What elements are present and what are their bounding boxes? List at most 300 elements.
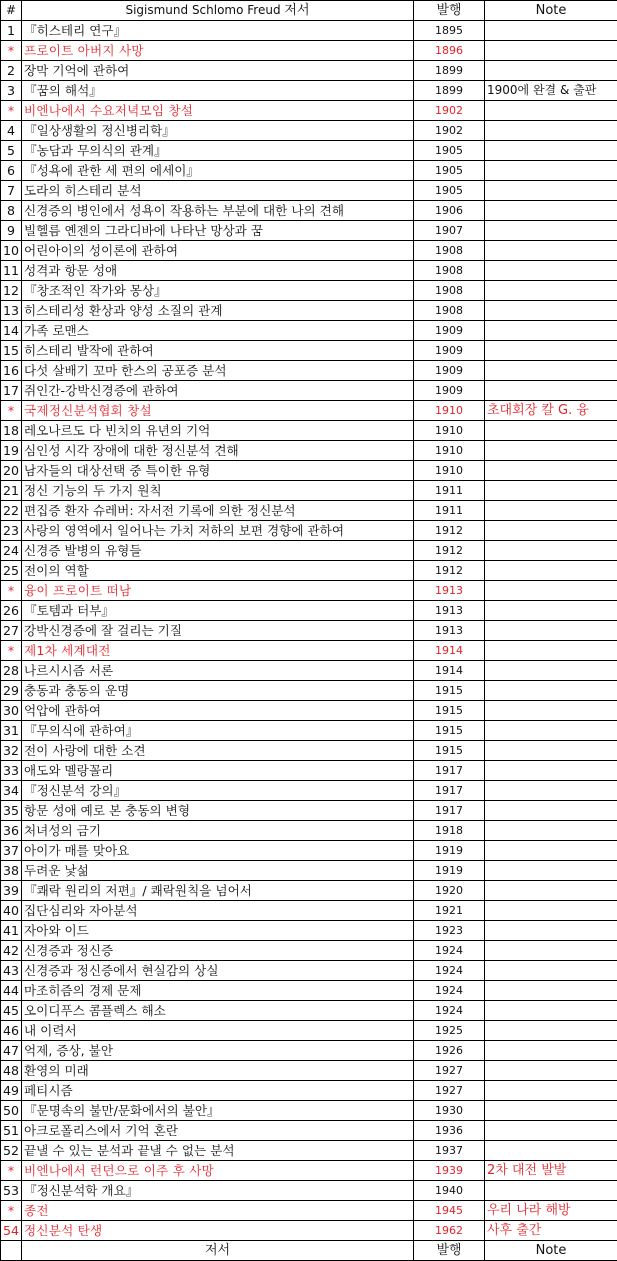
row-num: 28 bbox=[1, 661, 22, 681]
header-row bbox=[1, 1, 617, 21]
row-num: 46 bbox=[1, 1021, 22, 1041]
row-num: 20 bbox=[1, 461, 22, 481]
row-note bbox=[485, 301, 617, 321]
row-year: 1908 bbox=[414, 261, 485, 281]
table-row bbox=[1, 741, 617, 761]
table-row bbox=[1, 481, 617, 501]
row-num: 22 bbox=[1, 501, 22, 521]
table-row bbox=[1, 821, 617, 841]
row-note bbox=[485, 941, 617, 961]
row-num: 40 bbox=[1, 901, 22, 921]
row-title: 아이가 매를 맞아요 bbox=[22, 841, 414, 861]
row-note bbox=[485, 901, 617, 921]
row-year: 1905 bbox=[414, 181, 485, 201]
table-row bbox=[1, 141, 617, 161]
header-title bbox=[22, 1, 414, 21]
row-note bbox=[485, 1101, 617, 1121]
row-title: 충동과 충동의 운명 bbox=[22, 681, 414, 701]
row-year: 1917 bbox=[414, 761, 485, 781]
row-title: 도라의 히스테리 분석 bbox=[22, 181, 414, 201]
table-row bbox=[1, 1181, 617, 1201]
table-row bbox=[1, 1081, 617, 1101]
table-row bbox=[1, 381, 617, 401]
row-title: 『토템과 터부』 bbox=[22, 601, 414, 621]
row-note bbox=[485, 341, 617, 361]
row-title: 어린아이의 성이론에 관하여 bbox=[22, 241, 414, 261]
row-num: 18 bbox=[1, 421, 22, 441]
table-row bbox=[1, 761, 617, 781]
row-year: 1924 bbox=[414, 941, 485, 961]
row-title: 억제, 증상, 불안 bbox=[22, 1041, 414, 1061]
row-note: 2차 대전 발발 bbox=[485, 1161, 617, 1181]
table-row bbox=[1, 401, 617, 421]
row-num: 37 bbox=[1, 841, 22, 861]
row-year: 1907 bbox=[414, 221, 485, 241]
row-note bbox=[485, 1061, 617, 1081]
row-num: 10 bbox=[1, 241, 22, 261]
row-note bbox=[485, 961, 617, 981]
row-year: 1940 bbox=[414, 1181, 485, 1201]
header-note: Note bbox=[485, 1, 617, 21]
row-title: 신경증의 병인에서 성욕이 작용하는 부분에 대한 나의 견해 bbox=[22, 201, 414, 221]
row-note bbox=[485, 321, 617, 341]
row-note bbox=[485, 981, 617, 1001]
row-year: 1909 bbox=[414, 361, 485, 381]
row-note bbox=[485, 61, 617, 81]
row-note bbox=[485, 881, 617, 901]
table-row bbox=[1, 801, 617, 821]
row-note bbox=[485, 721, 617, 741]
row-year: 1919 bbox=[414, 841, 485, 861]
row-year: 1926 bbox=[414, 1041, 485, 1061]
row-title: 마조히즘의 경제 문제 bbox=[22, 981, 414, 1001]
row-year: 1927 bbox=[414, 1081, 485, 1101]
table-row bbox=[1, 201, 617, 221]
row-num: 11 bbox=[1, 261, 22, 281]
row-title: 비엔나에서 수요저녁모임 창설 bbox=[22, 101, 414, 121]
table-row bbox=[1, 1001, 617, 1021]
row-title: 환영의 미래 bbox=[22, 1061, 414, 1081]
row-num: 6 bbox=[1, 161, 22, 181]
row-num: 25 bbox=[1, 561, 22, 581]
table-row bbox=[1, 1121, 617, 1141]
table-row bbox=[1, 321, 617, 341]
row-note bbox=[485, 501, 617, 521]
table-row bbox=[1, 61, 617, 81]
row-title: 심인성 시각 장애에 대한 정신분석 견해 bbox=[22, 441, 414, 461]
row-title: 『정신분석학 개요』 bbox=[22, 1181, 414, 1201]
row-year: 1910 bbox=[414, 461, 485, 481]
row-num: 23 bbox=[1, 521, 22, 541]
row-year: 1924 bbox=[414, 981, 485, 1001]
row-num: 19 bbox=[1, 441, 22, 461]
row-note bbox=[485, 141, 617, 161]
row-title: 억압에 관하여 bbox=[22, 701, 414, 721]
row-year: 1908 bbox=[414, 301, 485, 321]
table-row bbox=[1, 541, 617, 561]
row-year: 1915 bbox=[414, 701, 485, 721]
row-title: 정신분석 탄생 bbox=[22, 1221, 414, 1241]
row-title: 종전 bbox=[22, 1201, 414, 1221]
table-row bbox=[1, 41, 617, 61]
row-title: 빌헬름 옌젠의 그라디바에 나타난 망상과 꿈 bbox=[22, 221, 414, 241]
row-year: 1899 bbox=[414, 61, 485, 81]
row-year: 1921 bbox=[414, 901, 485, 921]
row-note bbox=[485, 181, 617, 201]
row-year: 1895 bbox=[414, 21, 485, 41]
row-note bbox=[485, 21, 617, 41]
row-title: 『꿈의 해석』 bbox=[22, 81, 414, 101]
table-row bbox=[1, 1041, 617, 1061]
row-year: 1937 bbox=[414, 1141, 485, 1161]
table-row bbox=[1, 841, 617, 861]
table-row bbox=[1, 221, 617, 241]
row-note bbox=[485, 921, 617, 941]
row-note bbox=[485, 1121, 617, 1141]
row-note: 사후 출간 bbox=[485, 1221, 617, 1241]
table-row bbox=[1, 581, 617, 601]
row-title: 아크로폴리스에서 기억 혼란 bbox=[22, 1121, 414, 1141]
row-note bbox=[485, 861, 617, 881]
row-title: 신경증 발병의 유형들 bbox=[22, 541, 414, 561]
row-num: 44 bbox=[1, 981, 22, 1001]
row-year: 1910 bbox=[414, 441, 485, 461]
row-year: 1913 bbox=[414, 581, 485, 601]
row-note: 우리 나라 해방 bbox=[485, 1201, 617, 1221]
row-year: 1915 bbox=[414, 721, 485, 741]
row-num: 51 bbox=[1, 1121, 22, 1141]
row-year: 1918 bbox=[414, 821, 485, 841]
row-note bbox=[485, 681, 617, 701]
row-year: 1923 bbox=[414, 921, 485, 941]
row-title: 오이디푸스 콤플렉스 해소 bbox=[22, 1001, 414, 1021]
row-title: 비엔나에서 런던으로 이주 후 사망 bbox=[22, 1161, 414, 1181]
row-year: 1915 bbox=[414, 741, 485, 761]
row-note bbox=[485, 441, 617, 461]
row-year: 1912 bbox=[414, 541, 485, 561]
row-title: 가족 로맨스 bbox=[22, 321, 414, 341]
row-title: 히스테리 발작에 관하여 bbox=[22, 341, 414, 361]
table-row bbox=[1, 501, 617, 521]
row-year: 1911 bbox=[414, 481, 485, 501]
row-note bbox=[485, 661, 617, 681]
row-year: 1914 bbox=[414, 641, 485, 661]
row-year: 1910 bbox=[414, 421, 485, 441]
row-title: 끝낼 수 있는 분석과 끝낼 수 없는 분석 bbox=[22, 1141, 414, 1161]
table-row bbox=[1, 81, 617, 101]
row-year: 1930 bbox=[414, 1101, 485, 1121]
row-num: 41 bbox=[1, 921, 22, 941]
table-row bbox=[1, 881, 617, 901]
row-title: 전이의 역할 bbox=[22, 561, 414, 581]
row-num: 21 bbox=[1, 481, 22, 501]
table-row bbox=[1, 461, 617, 481]
table-row bbox=[1, 721, 617, 741]
table-row bbox=[1, 701, 617, 721]
row-title: 자아와 이드 bbox=[22, 921, 414, 941]
row-note: 초대회장 칼 G. 융 bbox=[485, 401, 617, 421]
table-row bbox=[1, 661, 617, 681]
row-num: 2 bbox=[1, 61, 22, 81]
row-year: 1914 bbox=[414, 661, 485, 681]
row-title: 『일상생활의 정신병리학』 bbox=[22, 121, 414, 141]
row-year: 1913 bbox=[414, 601, 485, 621]
row-num: 8 bbox=[1, 201, 22, 221]
row-title: 『농담과 무의식의 관계』 bbox=[22, 141, 414, 161]
row-title: 히스테리성 환상과 양성 소질의 관계 bbox=[22, 301, 414, 321]
table-row bbox=[1, 941, 617, 961]
table-row bbox=[1, 1221, 617, 1241]
row-year: 1912 bbox=[414, 521, 485, 541]
table-row bbox=[1, 1021, 617, 1041]
table-row bbox=[1, 1101, 617, 1121]
row-note bbox=[485, 41, 617, 61]
row-num: 35 bbox=[1, 801, 22, 821]
footer-num bbox=[1, 1241, 22, 1261]
row-year: 1909 bbox=[414, 341, 485, 361]
table-row bbox=[1, 241, 617, 261]
row-num: 3 bbox=[1, 81, 22, 101]
row-title: 『성욕에 관한 세 편의 에세이』 bbox=[22, 161, 414, 181]
row-num: 4 bbox=[1, 121, 22, 141]
row-note bbox=[485, 481, 617, 501]
footer-row bbox=[1, 1241, 617, 1261]
row-title: 국제정신분석협회 창설 bbox=[22, 401, 414, 421]
row-num: 30 bbox=[1, 701, 22, 721]
row-note bbox=[485, 1181, 617, 1201]
row-year: 1902 bbox=[414, 121, 485, 141]
row-note bbox=[485, 641, 617, 661]
row-note bbox=[485, 621, 617, 641]
row-num: 53 bbox=[1, 1181, 22, 1201]
row-year: 1924 bbox=[414, 1001, 485, 1021]
row-note bbox=[485, 161, 617, 181]
row-title: 처녀성의 금기 bbox=[22, 821, 414, 841]
row-note bbox=[485, 101, 617, 121]
table-row bbox=[1, 521, 617, 541]
row-year: 1896 bbox=[414, 41, 485, 61]
row-title: 페티시즘 bbox=[22, 1081, 414, 1101]
table-row bbox=[1, 621, 617, 641]
row-title: 성격과 항문 성애 bbox=[22, 261, 414, 281]
table-row bbox=[1, 301, 617, 321]
row-num: * bbox=[1, 101, 22, 121]
row-num: 50 bbox=[1, 1101, 22, 1121]
row-year: 1939 bbox=[414, 1161, 485, 1181]
row-num: * bbox=[1, 581, 22, 601]
row-num: 47 bbox=[1, 1041, 22, 1061]
table-row bbox=[1, 961, 617, 981]
row-year: 1920 bbox=[414, 881, 485, 901]
row-year: 1927 bbox=[414, 1061, 485, 1081]
table-row bbox=[1, 1161, 617, 1181]
row-note bbox=[485, 741, 617, 761]
row-num: 42 bbox=[1, 941, 22, 961]
footer-title: 저서 bbox=[22, 1241, 414, 1261]
row-year: 1909 bbox=[414, 321, 485, 341]
row-note bbox=[485, 761, 617, 781]
row-num: 49 bbox=[1, 1081, 22, 1101]
row-title: 두려운 낯섦 bbox=[22, 861, 414, 881]
row-year: 1917 bbox=[414, 781, 485, 801]
row-num: * bbox=[1, 1161, 22, 1181]
row-num: * bbox=[1, 401, 22, 421]
row-note bbox=[485, 1021, 617, 1041]
row-year: 1919 bbox=[414, 861, 485, 881]
row-title: 『창조적인 작가와 몽상』 bbox=[22, 281, 414, 301]
row-year: 1905 bbox=[414, 161, 485, 181]
table-row bbox=[1, 981, 617, 1001]
row-year: 1915 bbox=[414, 681, 485, 701]
row-title: 편집증 환자 슈레버: 자서전 기록에 의한 정신분석 bbox=[22, 501, 414, 521]
table-row bbox=[1, 121, 617, 141]
header-title-ko: 저서 bbox=[284, 3, 309, 18]
table-row bbox=[1, 361, 617, 381]
row-note bbox=[485, 581, 617, 601]
row-year: 1911 bbox=[414, 501, 485, 521]
row-note bbox=[485, 781, 617, 801]
row-num: 27 bbox=[1, 621, 22, 641]
row-num: 52 bbox=[1, 1141, 22, 1161]
row-num: 33 bbox=[1, 761, 22, 781]
row-note bbox=[485, 241, 617, 261]
table-row bbox=[1, 1201, 617, 1221]
row-note bbox=[485, 461, 617, 481]
row-num: 15 bbox=[1, 341, 22, 361]
table-row bbox=[1, 281, 617, 301]
row-note bbox=[485, 261, 617, 281]
row-note bbox=[485, 821, 617, 841]
row-num: 17 bbox=[1, 381, 22, 401]
table-row bbox=[1, 561, 617, 581]
table-row bbox=[1, 1141, 617, 1161]
row-year: 1899 bbox=[414, 81, 485, 101]
row-year: 1905 bbox=[414, 141, 485, 161]
row-note bbox=[485, 841, 617, 861]
row-title: 『무의식에 관하여』 bbox=[22, 721, 414, 741]
row-num: 34 bbox=[1, 781, 22, 801]
footer-year: 발행 bbox=[414, 1241, 485, 1261]
header-num: # bbox=[1, 1, 22, 21]
table-row bbox=[1, 641, 617, 661]
row-note bbox=[485, 1001, 617, 1021]
row-title: 레오나르도 다 빈치의 유년의 기억 bbox=[22, 421, 414, 441]
row-title: 나르시시즘 서론 bbox=[22, 661, 414, 681]
row-year: 1913 bbox=[414, 621, 485, 641]
table-body bbox=[1, 21, 617, 1241]
row-year: 1908 bbox=[414, 241, 485, 261]
row-title: 강박신경증에 잘 걸리는 기질 bbox=[22, 621, 414, 641]
row-title: 내 이력서 bbox=[22, 1021, 414, 1041]
table-row bbox=[1, 181, 617, 201]
row-num: 45 bbox=[1, 1001, 22, 1021]
row-title: 『정신분석 강의』 bbox=[22, 781, 414, 801]
table-row bbox=[1, 901, 617, 921]
row-num: 32 bbox=[1, 741, 22, 761]
row-year: 1909 bbox=[414, 381, 485, 401]
row-note bbox=[485, 361, 617, 381]
row-note bbox=[485, 221, 617, 241]
row-num: 9 bbox=[1, 221, 22, 241]
row-year: 1962 bbox=[414, 1221, 485, 1241]
row-note bbox=[485, 1141, 617, 1161]
header-year: 발행 bbox=[414, 1, 485, 21]
row-note bbox=[485, 801, 617, 821]
row-title: 『히스테리 연구』 bbox=[22, 21, 414, 41]
row-title: 신경증과 정신증에서 현실감의 상실 bbox=[22, 961, 414, 981]
row-year: 1910 bbox=[414, 401, 485, 421]
header-title-en: Sigismund Schlomo Freud bbox=[125, 3, 280, 17]
row-note bbox=[485, 121, 617, 141]
row-num: 5 bbox=[1, 141, 22, 161]
row-title: 제1차 세계대전 bbox=[22, 641, 414, 661]
table-row bbox=[1, 921, 617, 941]
row-num: 7 bbox=[1, 181, 22, 201]
row-num: * bbox=[1, 641, 22, 661]
row-note bbox=[485, 521, 617, 541]
table-row bbox=[1, 681, 617, 701]
row-title: 『쾌락 원리의 저편』/ 쾌락원칙을 넘어서 bbox=[22, 881, 414, 901]
row-num: * bbox=[1, 41, 22, 61]
row-year: 1908 bbox=[414, 281, 485, 301]
table-row bbox=[1, 161, 617, 181]
row-year: 1902 bbox=[414, 101, 485, 121]
row-num: 26 bbox=[1, 601, 22, 621]
table-row bbox=[1, 421, 617, 441]
row-num: 38 bbox=[1, 861, 22, 881]
row-num: 13 bbox=[1, 301, 22, 321]
row-num: 48 bbox=[1, 1061, 22, 1081]
row-year: 1912 bbox=[414, 561, 485, 581]
row-year: 1924 bbox=[414, 961, 485, 981]
row-title: 남자들의 대상선택 중 특이한 유형 bbox=[22, 461, 414, 481]
row-num: 36 bbox=[1, 821, 22, 841]
row-title: 신경증과 정신증 bbox=[22, 941, 414, 961]
row-year: 1936 bbox=[414, 1121, 485, 1141]
row-title: 전이 사랑에 대한 소견 bbox=[22, 741, 414, 761]
row-year: 1925 bbox=[414, 1021, 485, 1041]
row-note bbox=[485, 561, 617, 581]
row-num: 29 bbox=[1, 681, 22, 701]
table-row bbox=[1, 1061, 617, 1081]
row-title: 사랑의 영역에서 일어나는 가치 저하의 보편 경향에 관하여 bbox=[22, 521, 414, 541]
table-row bbox=[1, 341, 617, 361]
row-title: 쥐인간-강박신경증에 관하여 bbox=[22, 381, 414, 401]
table-row bbox=[1, 601, 617, 621]
row-note bbox=[485, 601, 617, 621]
row-title: 항문 성애 예로 본 충동의 변형 bbox=[22, 801, 414, 821]
row-num: 24 bbox=[1, 541, 22, 561]
row-note bbox=[485, 541, 617, 561]
row-note bbox=[485, 201, 617, 221]
row-note bbox=[485, 701, 617, 721]
row-note bbox=[485, 381, 617, 401]
row-title: 집단심리와 자아분석 bbox=[22, 901, 414, 921]
row-num: 12 bbox=[1, 281, 22, 301]
table-row bbox=[1, 261, 617, 281]
row-note bbox=[485, 421, 617, 441]
row-num: 16 bbox=[1, 361, 22, 381]
row-year: 1945 bbox=[414, 1201, 485, 1221]
row-title: 프로이트 아버지 사망 bbox=[22, 41, 414, 61]
row-num: 14 bbox=[1, 321, 22, 341]
row-note: 1900에 완결 & 출판 bbox=[485, 81, 617, 101]
row-title: 다섯 살배기 꼬마 한스의 공포증 분석 bbox=[22, 361, 414, 381]
footer-note: Note bbox=[485, 1241, 617, 1261]
table-row bbox=[1, 781, 617, 801]
row-num: 43 bbox=[1, 961, 22, 981]
row-title: 장막 기억에 관하여 bbox=[22, 61, 414, 81]
